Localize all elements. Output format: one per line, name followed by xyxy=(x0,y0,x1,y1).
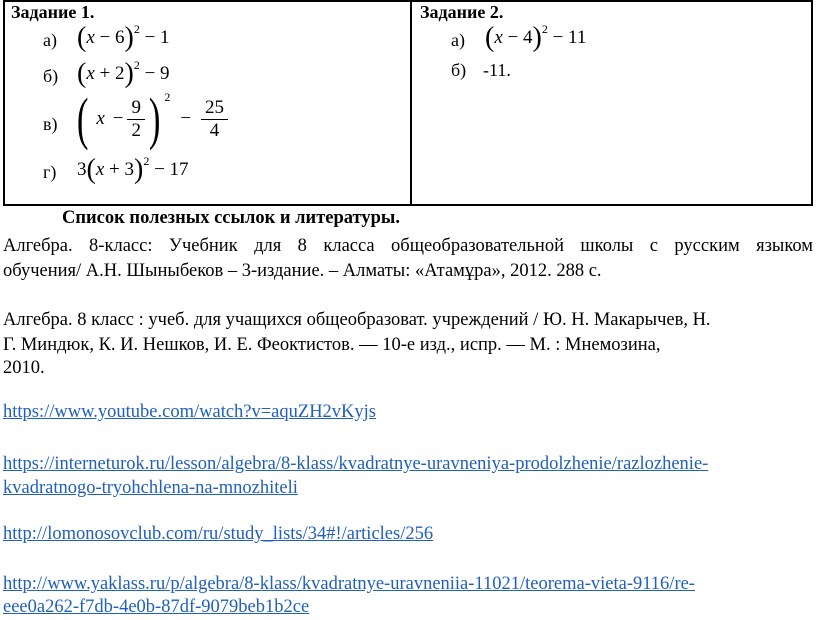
references-heading: Список полезных ссылок и литературы. xyxy=(62,208,401,228)
task2-label-a: а) xyxy=(451,30,465,50)
link-interneturok-line1[interactable]: https://interneturok.ru/lesson/algebra/8-klass/kvadratnye-uravneniya-prodolzhenie/razlozhenie- xyxy=(3,454,709,474)
task1-label-b: б) xyxy=(43,66,59,86)
task1-expr-b: $(x + 2)^2 - 9$ xyxy=(77,58,170,89)
task1-title: Задание 1. xyxy=(11,2,95,22)
task2-answer-b: -11. xyxy=(483,60,511,80)
book2-line2: Г. Миндюк, К. И. Нешков, И. Е. Феоктистов. — 10-е изд., испр. — М. : Мнемозина, xyxy=(3,335,661,355)
task1-expr-g: $3(x + 3)^2 - 17$ xyxy=(77,154,189,185)
link-yaklass-line1[interactable]: http://www.yaklass.ru/p/algebra/8-klass/kvadratnye-uravneniia-11021/teorema-vieta-9116/re- xyxy=(3,574,695,594)
link-interneturok-line2[interactable]: kvadratnogo-tryohchlena-na-mnozhiteli xyxy=(3,478,298,498)
book1-line1: Алгебра. 8-класс: Учебник для 8 класса общеобразовательной школы с русским языком xyxy=(3,236,813,256)
link-yaklass-line2[interactable]: eee0a262-f7db-4e0b-87df-9079beb1b2ce xyxy=(3,597,310,617)
link-youtube[interactable]: https://www.youtube.com/watch?v=aquZH2vKyjs xyxy=(3,402,377,422)
task1-expr-v: ( x − $\frac{9}{2}$ ) 2 − $\frac{25}{4}$ xyxy=(73,90,228,148)
task1-label-v: в) xyxy=(43,114,58,134)
task2-title: Задание 2. xyxy=(420,2,504,22)
table-divider xyxy=(410,2,412,206)
book1-line2: обучения/ А.Н. Шыныбеков – 3-издание. – Алматы: «Атамұра», 2012. 288 с. xyxy=(3,261,602,281)
tasks-table xyxy=(3,0,813,206)
book2-line1: Алгебра. 8 класс : учеб. для учащихся общеобразоват. учреждений / Ю. Н. Макарычев, Н. xyxy=(3,310,711,330)
link-lomonosovclub[interactable]: http://lomonosovclub.com/ru/study_lists/34#!/articles/256 xyxy=(3,524,434,544)
task1-expr-a: $(x - 6)^2 - 1$ xyxy=(77,22,170,53)
book2-line3: 2010. xyxy=(3,358,45,378)
task1-label-g: г) xyxy=(43,162,57,182)
task2-expr-a: $(x - 4)^2 - 11$ xyxy=(485,22,587,53)
task1-label-a: а) xyxy=(43,30,57,50)
task2-label-b: б) xyxy=(451,60,467,80)
